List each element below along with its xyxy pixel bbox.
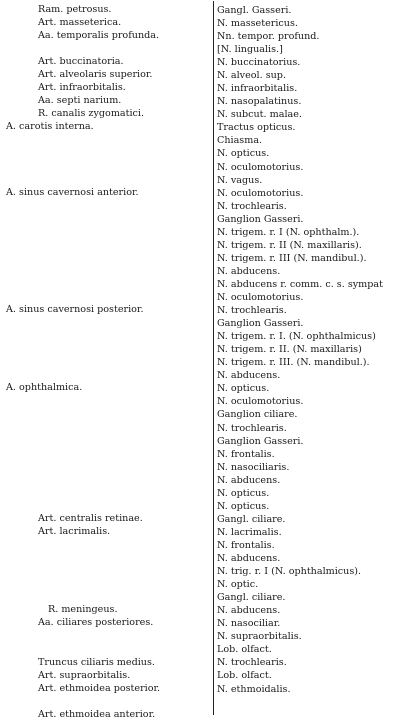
artery-entry: Art. masseterica. [38, 17, 122, 29]
nerve-entry: N. opticus. [217, 487, 270, 499]
nerve-entry: N. nasopalatinus. [217, 96, 302, 108]
nerve-entry: N. abducens. [217, 474, 281, 486]
artery-entry: Aa. temporalis profunda. [38, 30, 160, 42]
nerve-entry: Gangl. Gasseri. [217, 4, 292, 16]
artery-entry: Ram. petrosus. [38, 4, 112, 15]
nerve-entry: N. oculomotorius. [217, 396, 304, 408]
nerve-entry: N. opticus. [217, 383, 270, 395]
artery-entry: Art. centralis retinae. [38, 512, 143, 524]
nerve-entry: N. opticus. [217, 148, 270, 160]
nerve-entry: N. abducens. [217, 265, 281, 277]
nerve-entry: Lob. olfact. [217, 670, 272, 682]
nerve-entry: Lob. olfact. [217, 644, 272, 656]
nerve-entry: N. oculomotorius. [217, 292, 304, 303]
artery-entry: Art. ethmoidea anterior. [38, 708, 156, 720]
nerve-entry: Chiasma. [217, 135, 263, 147]
nerve-entry: N. trochlearis. [217, 657, 287, 669]
column-divider [213, 1, 214, 715]
artery-entry: Art. buccinatoria. [38, 56, 124, 68]
nerve-entry: N. nasociliaris. [217, 461, 290, 473]
nerve-entry: N. buccinatorius. [217, 57, 301, 69]
nerve-entry: N. infraorbitalis. [217, 83, 298, 95]
nerve-entry: N. trochlearis. [217, 305, 287, 317]
nerve-entry: N. trigem. r. I (N. ophthalm.). [217, 226, 360, 238]
artery-entry: Art. supraorbitalis. [38, 669, 131, 681]
nerve-entry: N. trigem. r. II (N. maxillaris). [217, 239, 362, 251]
nerve-entry: [N. lingualis.] [217, 44, 283, 56]
nerve-entry: N. trochlearis. [217, 422, 287, 434]
nerve-entry: N. abducens r. comm. c. s. sympat [217, 278, 383, 290]
nerve-entry: N. opticus. [217, 500, 270, 512]
nerve-entry: N. trigem. r. I. (N. ophthalmicus) [217, 331, 376, 343]
nerve-entry: N. oculomotorius. [217, 187, 304, 199]
nerve-entry: N. vagus. [217, 174, 263, 186]
artery-entry: A. carotis interna. [6, 121, 94, 133]
nerve-entry: N. abducens. [217, 553, 281, 564]
nerve-entry: Nn. tempor. profund. [217, 31, 320, 42]
nerve-entry: N. oculomotorius. [217, 161, 304, 173]
nerve-entry: N. trigem. r. III. (N. mandibul.). [217, 357, 370, 369]
artery-entry: A. sinus cavernosi posterior. [6, 304, 144, 316]
nerve-entry: N. nasociliar. [217, 618, 281, 630]
nerve-entry: N. ethmoidalis. [217, 683, 291, 695]
nerve-entry: N. trig. r. I (N. ophthalmicus). [217, 566, 362, 578]
nerve-entry: N. trochlearis. [217, 200, 287, 212]
artery-entry: Art. alveolaris superior. [38, 69, 153, 81]
artery-entry: A. ophthalmica. [6, 382, 83, 394]
nerve-entry: N. frontalis. [217, 448, 275, 460]
nerve-entry: N. subcut. malae. [217, 109, 302, 121]
artery-entry: R. meningeus. [48, 604, 118, 616]
nerve-entry: Ganglion Gasseri. [217, 213, 304, 225]
artery-entry: Aa. ciliares posteriores. [38, 617, 154, 629]
artery-entry: A. sinus cavernosi anterior. [6, 186, 139, 198]
nerve-entry: N. abducens. [217, 605, 281, 617]
nerve-entry: Ganglion ciliare. [217, 409, 298, 421]
nerve-entry: Ganglion Gasseri. [217, 435, 304, 447]
artery-entry: Art. infraorbitalis. [38, 82, 126, 94]
nerve-entry: N. supraorbitalis. [217, 631, 302, 643]
nerve-entry: N. trigem. r. II. (N. maxillaris) [217, 344, 362, 356]
nerve-entry: Tractus opticus. [217, 122, 296, 134]
nerve-entry: N. trigem. r. III (N. mandibul.). [217, 252, 367, 264]
nerve-entry: N. alveol. sup. [217, 70, 287, 82]
nerve-entry: N. lacrimalis. [217, 526, 282, 538]
artery-entry: Aa. septi narium. [38, 95, 122, 107]
nerve-entry: N. abducens. [217, 370, 281, 382]
artery-entry: Art. ethmoidea posterior. [38, 682, 161, 694]
artery-entry: Truncus ciliaris medius. [38, 656, 155, 668]
nerve-entry: Gangl. ciliare. [217, 513, 286, 525]
nerve-entry: Gangl. ciliare. [217, 592, 286, 604]
nerve-entry: Ganglion Gasseri. [217, 318, 304, 330]
nerve-entry: N. optic. [217, 579, 259, 591]
artery-entry: R. canalis zygomatici. [38, 108, 145, 120]
artery-entry: Art. lacrimalis. [38, 526, 111, 537]
nerve-entry: N. massetericus. [217, 17, 298, 29]
nerve-entry: N. frontalis. [217, 539, 275, 551]
